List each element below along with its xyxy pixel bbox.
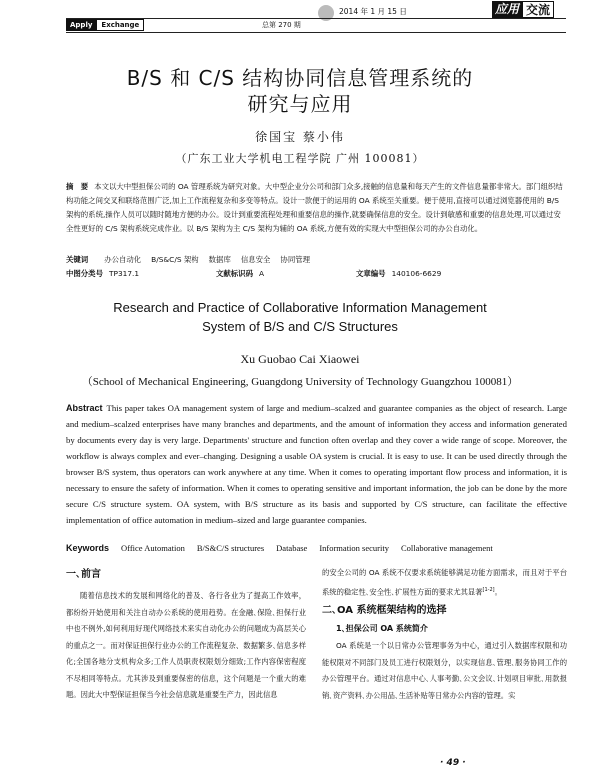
en-title-line1: Research and Practice of Collaborative Information Management [113,300,487,315]
en-abstract [66,400,567,528]
clc-value: TP317.1 [108,269,140,278]
en-keywords [66,543,567,553]
cn-authors: 徐国宝 蔡小伟 [255,130,345,144]
section-tag-right: Exchange [96,19,144,31]
en-authors: Xu Guobao Cai Xiaowei [240,352,360,366]
right-paragraph-1 [322,565,567,600]
page-footer: · 49 · [440,758,466,768]
cn-abstract-label: 摘 要 [66,182,89,191]
cn-keyword: 数据库 [208,255,231,264]
right-paragraph-1-end: 。 [494,586,502,596]
cn-keywords-label: 关键词 [66,255,89,264]
right-paragraph-1-text: 的安全公司的 OA 系统不仅要求系统能够满足功能方面需求，而且对于平台系统的稳定性､安全性､扩展性方面的要求尤其显著 [322,568,567,596]
en-affiliation: （School of Mechanical Engineering, Guangdong University of Technology Guangzhou 100081） [81,376,519,388]
section-2-subheading: 1､担保公司 OA 系统简介 [336,624,428,634]
cn-keyword: 信息安全 [240,255,271,264]
cn-keyword: B/S&C/S 架构 [151,255,199,264]
section-2-heading: 二､OA 系统框架结构的选择 [322,605,447,617]
cn-keyword: 协同管理 [280,255,310,264]
en-abstract-label: Abstract [66,403,103,413]
cn-title-line2: 研究与应用 [247,92,353,116]
en-keyword: Database [276,543,308,553]
section-2-paragraph: OA 系统是一个以日常办公管理事务为中心，通过引入数据库权限和功能权限对不同部门及员工进行权限划分，以实现信息､管理､服务协同工作的办公管理平台。通过对信息中心､人事考勤､公文会议､计划项目审批､用款报销､资产资料､办公用品､生活补贴等日常办公内容的管理。实 [322,641,567,700]
right-column [322,565,567,704]
doc-code-label: 文献标识码 [216,269,253,278]
issue-date: 2014 年 1 月 15 日 [339,7,407,16]
cn-abstract-text: 本文以大中型担保公司的 OA 管理系统为研究对象。大中型企业分公司和部门众多,接触的信息量和每天产生的文件信息量都非常大。部门组织结构功能之间交叉和联络范围广泛,加上工作流程复杂和多变等特点。设计一款便于的运用的 OA 系统至关重要。便于使用,直接可以通过浏览器使用的 B/S 架构的系统,操作人员可以随时随地方便的办公。设计到重要流程处理和重要信息的操作,就要确保信息的安全。设计到敏感和重要的信息处理,可以通过安全性更好的 C/S 架构系统完成作业。以 B/S 架构为主 C/S 架构为辅的 OA 系统,方便有效的实现大中型担保公司的办公自动化。 [66,182,563,233]
en-keyword: Office Automation [121,543,185,553]
en-abstract-text: This paper takes OA management system of large and medium–scalzed and guarantee companies as the object of research. Large and medium–scalzed enterprises have many branches and departments, and the amount of information they access and information generated by documents every day is very large. Departments' structure and function often overlap and they cover a wide range of scope. Moreover, the workflow is always complex and ever–changing. Designing a usable OA system is crucial. It is easy to use. It can be used directly through the browser B/S system, thus operators can work anywhere at any time. When it comes to operating important flow process and information, it is necessary to ensure the safety of information. When it comes to operating sensitive and important information, the job can be done by the more secure C/S structure system. OA system, with B/S structure as its basis and supported by C/S structure, can facilitate the effective implementation of office automation in medium–sized and large guarantee companies. [66,403,567,525]
cn-affiliation: （广东工业大学机电工程学院 广州 100081） [175,152,425,165]
cn-abstract [66,180,566,236]
cn-title-line1: B/S 和 C/S 结构协同信息管理系统的 [126,66,474,90]
section-1-paragraph: 随着信息技术的发展和网络化的普及、各行各业为了提高工作效率，都纷纷开始使用和关注自动办公系统的使用趋势。在金融､保险､担保行业中也不例外,如何利用好现代网络技术来实自动化办公的问题成为高层关心的重点之一。而对保证担保行业办公的工作流程复杂、数据繁多､信息多样化;全国各地分支机构众多;工作人员职责权限划分细致;工作内容保密程度不尽相同等特点。尤其涉及到重要保密的信息，这个问题是一个重大的难题。因此大中型保证担保当今社会信息就是重要生产力，因此信息 [66,591,306,699]
cn-classification [66,268,566,279]
column-tag-part1: 应用 [492,1,522,18]
section-tag-left: Apply [66,19,96,31]
article-no-label: 文章编号 [356,269,386,278]
article-no-value: 140106-6629 [391,269,442,278]
en-keyword: Information security [319,543,389,553]
en-keywords-label: Keywords [66,543,110,553]
cn-keywords [66,254,566,265]
en-keyword: Collaborative management [400,543,493,553]
left-column [66,588,306,704]
en-title-line2: System of B/S and C/S Structures [202,319,398,334]
section-1-heading: 一､前言 [66,569,101,580]
section-tag [66,19,144,31]
column-tag-part2: 交流 [522,1,554,18]
column-tag [492,1,554,18]
header-rule-bottom [66,32,566,33]
doc-code-value: A [258,269,265,278]
citation-ref: [1-2] [482,586,495,593]
issue-number: 总第 270 期 [262,21,301,29]
en-keyword: B/S&C/S structures [196,543,265,553]
cn-keyword: 办公自动化 [104,255,142,264]
clc-label: 中图分类号 [66,269,103,278]
